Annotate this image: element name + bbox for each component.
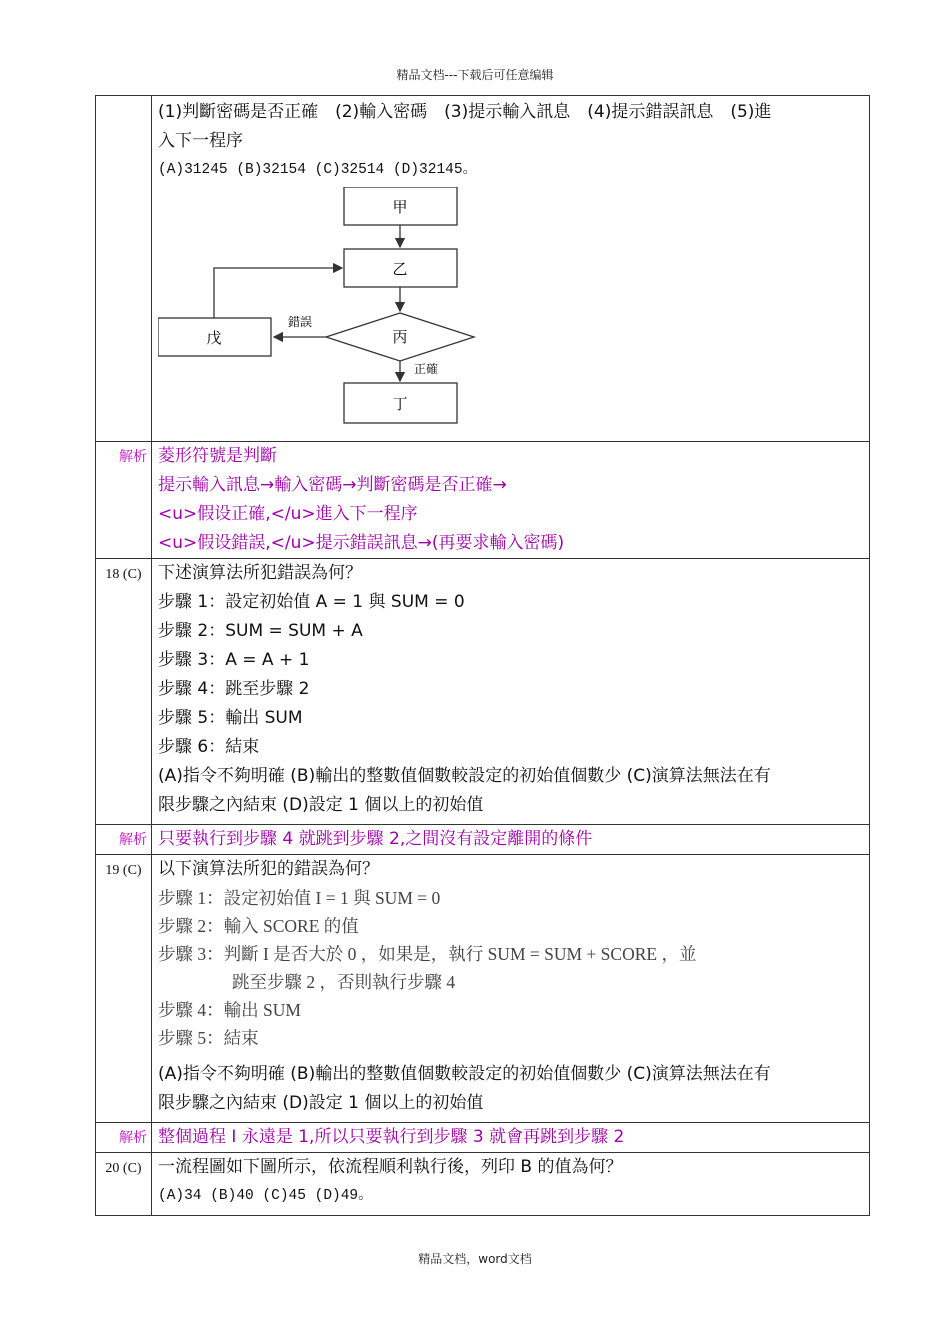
analysis-body (152, 825, 870, 855)
step-line: 步驟 4：跳至步驟 2 (158, 679, 310, 699)
question-title: 下述演算法所犯錯誤為何？ (158, 563, 362, 583)
step-line: 步驟 1：設定初始值 I = 1 與 SUM = 0 (158, 888, 441, 908)
flow-error-label: 錯誤 (288, 315, 313, 329)
flow-label-jia: 甲 (392, 198, 408, 216)
table-row (96, 1153, 870, 1216)
step-line: 步驟 5：結束 (158, 1028, 259, 1048)
page-footer: 精品文档，word文档 (418, 1252, 532, 1266)
choices-line: 限步驟之內結束 (D)設定 1 個以上的初始值 (158, 1093, 484, 1113)
choices-line: (A)指令不夠明確 (B)輸出的整數值個數較設定的初始值個數少 (C)演算法無法在有 (158, 1064, 771, 1084)
options-line: 入下一程序 (158, 131, 243, 151)
flow-loop-arrow (214, 268, 342, 318)
flow-label-bing: 丙 (392, 328, 408, 346)
choices-line: (A)31245 (B)32154 (C)32514 (D)32145。 (158, 162, 478, 178)
question-title: 一流程圖如下圖所示，依流程順利執行後，列印 B 的值為何？ (158, 1157, 623, 1177)
step-line: 跳至步驟 2 ，否則執行步驟 4 (232, 972, 456, 992)
table-row (96, 96, 870, 442)
analysis-body (152, 1123, 870, 1153)
question-body (152, 1153, 870, 1216)
flow-correct-label: 正確 (414, 362, 439, 376)
question-body (152, 855, 870, 1123)
flowchart (158, 187, 488, 437)
step-line: 步驟 2：SUM = SUM + A (158, 621, 363, 641)
table-row (96, 855, 870, 1123)
step-line: 步驟 4：輸出 SUM (158, 1000, 301, 1020)
options-line: (1)判斷密碼是否正確 (2)輸入密碼 (3)提示輸入訊息 (4)提示錯誤訊息 (5)進 (158, 102, 772, 122)
step-line: 步驟 1：設定初始值 A = 1 與 SUM = 0 (158, 592, 465, 612)
analysis-label: 解析 (119, 832, 147, 848)
question-number-cell (96, 96, 152, 442)
choices-line: 限步驟之內結束 (D)設定 1 個以上的初始值 (158, 795, 484, 815)
analysis-label-cell (96, 1123, 152, 1153)
analysis-line: 提示輸入訊息→輸入密碼→判斷密碼是否正確→ (158, 475, 507, 495)
choices-line: (A)指令不夠明確 (B)輸出的整數值個數較設定的初始值個數少 (C)演算法無法在有 (158, 766, 771, 786)
question-title: 以下演算法所犯的錯誤為何？ (158, 859, 379, 879)
table-row (96, 1123, 870, 1153)
analysis-label-cell (96, 442, 152, 559)
analysis-label: 解析 (119, 1130, 147, 1146)
analysis-label-cell (96, 825, 152, 855)
step-line: 步驟 2：輸入 SCORE 的值 (158, 916, 359, 936)
analysis-line: <u>假设正確,</u>進入下一程序 (158, 504, 418, 524)
question-number: 18 (C) (96, 559, 152, 825)
flow-label-yi: 乙 (392, 260, 408, 278)
step-line: 步驟 6：結束 (158, 737, 260, 757)
flow-label-ding: 丁 (392, 395, 408, 413)
step-line: 步驟 5：輸出 SUM (158, 708, 303, 728)
analysis-line: 整個過程 I 永遠是 1,所以只要執行到步驟 3 就會再跳到步驟 2 (158, 1127, 625, 1147)
flow-label-wu: 戊 (206, 329, 222, 347)
choices-line: (A)34 (B)40 (C)45 (D)49。 (158, 1188, 373, 1204)
question-body (152, 96, 870, 442)
algorithm-image-text (158, 884, 865, 1052)
question-number: 19 (C) (96, 855, 152, 1123)
analysis-line: 只要執行到步驟 4 就跳到步驟 2,之間沒有設定離開的條件 (158, 829, 593, 849)
step-line: 步驟 3：A = A + 1 (158, 650, 310, 670)
step-line: 步驟 3：判斷 I 是否大於 0 ，如果是，執行 SUM = SUM + SCORE ，並 (158, 944, 697, 964)
table-row (96, 559, 870, 825)
page-header: 精品文档---下载后可任意编辑 (396, 68, 554, 82)
analysis-label: 解析 (119, 449, 147, 465)
question-number: 20 (C) (96, 1153, 152, 1216)
table-row (96, 442, 870, 559)
question-table (95, 95, 870, 1216)
analysis-body (152, 442, 870, 559)
analysis-line: <u>假设錯誤,</u>提示錯誤訊息→(再要求輸入密碼) (158, 533, 565, 553)
table-row (96, 825, 870, 855)
analysis-line: 菱形符號是判斷 (158, 446, 277, 466)
question-body (152, 559, 870, 825)
